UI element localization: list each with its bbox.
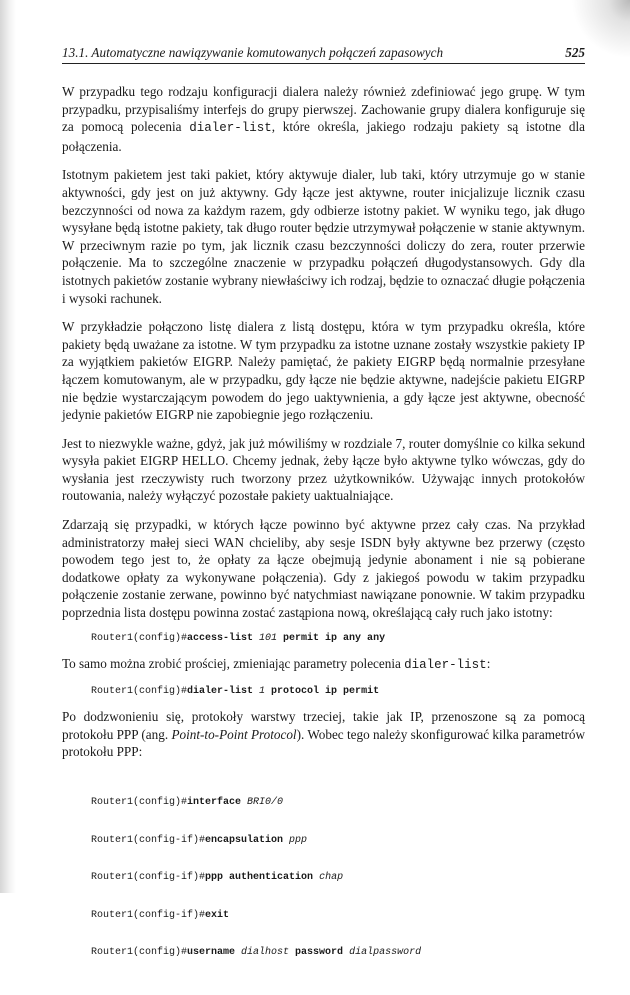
code-keyword: dialer-list bbox=[187, 685, 260, 697]
code-keyword: access-list bbox=[187, 632, 260, 644]
code-argument: 101 bbox=[259, 632, 278, 644]
code-line bbox=[91, 947, 585, 960]
page-number: 525 bbox=[565, 45, 585, 60]
code-prompt: Router1(config-if)# bbox=[91, 909, 206, 921]
text-run: Po dodzwonieniu się, protokoły warstwy trzeciej, takie jak IP, przenoszone są za pomocą protokołu PPP (ang. bbox=[62, 709, 585, 742]
code-line bbox=[91, 686, 585, 699]
code-argument: BRI0/0 bbox=[247, 797, 284, 808]
paragraph-access-list: W przykładzie połączono listę dialera z listą dostępu, która w tym przypadku określa, które pakiety będą uważane za istotne. W tym przypadku za istotne uznane zostały wszystkie pakiety IP za wyjątkiem pakietów EIGRP. Należy pamiętać, że pakiety EIGRP będą normalnie przesyłane łączem komutowanym, ale w przypadku, gdy łącze nie będzie aktywne, nadejście pakietu EIGRP nie będzie wystarczającym powodem do jego uaktywnienia, a gdy łącze jest aktywne, obecność jedynie pakietów EIGRP nie zapobiegnie jego rozłączeniu. bbox=[62, 319, 585, 423]
paragraph-always-active: Zdarzają się przypadki, w których łącze powinno być aktywne przez cały czas. Na przykład administratorzy małej sieci WAN chcieliby, aby sesje ISDN były aktywne bez przerwy (często powodem tego jest to, że opłaty za łącze obejmują jedynie abonament i nie są pobierane dodatkowe opłaty za wykonywane połączenia). Gdy z jakiegoś powodu w takim przypadku połączenie zostanie zerwane, powinno być natychmiast nawiązane ponownie. W takim przypadku poprzednia lista dostępu powinna zostać zastąpiona nową, określającą cały ruch jako istotny: bbox=[62, 517, 585, 621]
code-keyword: password bbox=[289, 947, 350, 958]
code-keyword: username bbox=[187, 947, 242, 958]
inline-code: dialer-list bbox=[189, 121, 272, 136]
text-run: W przypadku tego rodzaju konfiguracji dialera należy również zdefiniować jego grupę. W tym przypadku, przypisaliśmy interfejs do grupy pierwszej. Zachowanie grupy dialera konfiguruje się za pomocą polecenia bbox=[62, 84, 585, 135]
code-keyword: permit ip any any bbox=[277, 632, 386, 644]
code-line bbox=[91, 872, 585, 885]
text-run: : bbox=[486, 656, 491, 672]
code-prompt: Router1(config)# bbox=[91, 797, 188, 808]
code-line bbox=[91, 633, 585, 646]
text-run: , które określa, jakiego rodzaju pakiety są istotne dla połączenia. bbox=[62, 119, 585, 154]
paragraph-dialer-group bbox=[62, 83, 585, 155]
code-prompt: Router1(config-if)# bbox=[91, 834, 206, 846]
code-prompt: Router1(config-if)# bbox=[91, 872, 206, 883]
code-keyword: protocol ip permit bbox=[265, 685, 380, 697]
running-header bbox=[62, 45, 585, 64]
code-argument: 1 bbox=[259, 685, 266, 697]
code-line bbox=[91, 797, 585, 810]
code-argument: chap bbox=[319, 872, 344, 883]
scan-edge-shadow bbox=[0, 0, 16, 893]
paragraph-significant-packet: Istotnym pakietem jest taki pakiet, który aktywuje dialer, lub taki, który utrzymuje go w stanie aktywności, gdy jest on już aktywny. Gdy łącze jest aktywne, router inicjalizuje licznik czasu bezczynności od nowa za każdym razem, gdy odbierze istotny pakiet. W wyniku tego, jak długo wysyłane będą istotne pakiety, tak długo router będzie utrzymywał połączenie w stanie aktywnym. W przeciwnym razie po tym, jak licznik czasu bezczynności doliczy do zera, router przerwie połączenie. Ma to szczególne znaczenie w przypadku połączeń długodystansowych. Gdy dla istotnych pakietów zostanie wybrany niewłaściwy ich rodzaj, będzie to oznaczać długie połączenia i wysoki rachunek. bbox=[62, 167, 585, 306]
code-prompt: Router1(config)# bbox=[91, 685, 188, 697]
text-run: ). Wobec tego należy skonfigurować kilka parametrów protokołu PPP: bbox=[62, 726, 586, 760]
code-keyword: exit bbox=[205, 909, 230, 921]
code-keyword: encapsulation bbox=[205, 834, 290, 846]
paragraph-ppp bbox=[62, 708, 585, 761]
code-line bbox=[91, 910, 585, 923]
paragraph-eigrp-hello: Jest to niezwykle ważne, gdyż, jak już mówiliśmy w rozdziale 7, router domyślnie co kilka sekund wysyła pakiet EIGRP HELLO. Chcemy jednak, żeby łącze było aktywne tylko wówczas, gdy do wysłania jest rzeczywisty ruch tworzony przez użytkowników. Używając innych protokołów routowania, należy wyłączyć pozostałe pakiety uaktualniające. bbox=[62, 435, 585, 504]
code-block-dialer-list bbox=[91, 686, 585, 699]
code-argument: ppp bbox=[289, 834, 308, 846]
running-header-title: 13.1. Automatyczne nawiązywanie komutowanych połączeń zapasowych bbox=[62, 45, 444, 60]
paragraph-simpler bbox=[62, 655, 585, 675]
code-keyword: interface bbox=[187, 797, 248, 808]
code-prompt: Router1(config)# bbox=[91, 632, 188, 644]
code-argument: dialpassword bbox=[349, 947, 422, 958]
code-block-access-list bbox=[91, 633, 585, 646]
code-line bbox=[91, 835, 585, 848]
text-run: To samo można zrobić prościej, zmieniając parametry polecenia bbox=[62, 656, 405, 672]
code-block-ppp bbox=[91, 772, 585, 985]
code-keyword: ppp authentication bbox=[205, 872, 320, 883]
code-argument: dialhost bbox=[241, 947, 290, 958]
page-body bbox=[62, 83, 585, 995]
italic-term: Point-to-Point Protocol bbox=[171, 726, 297, 742]
inline-code: dialer-list bbox=[404, 658, 487, 673]
code-prompt: Router1(config)# bbox=[91, 947, 188, 958]
